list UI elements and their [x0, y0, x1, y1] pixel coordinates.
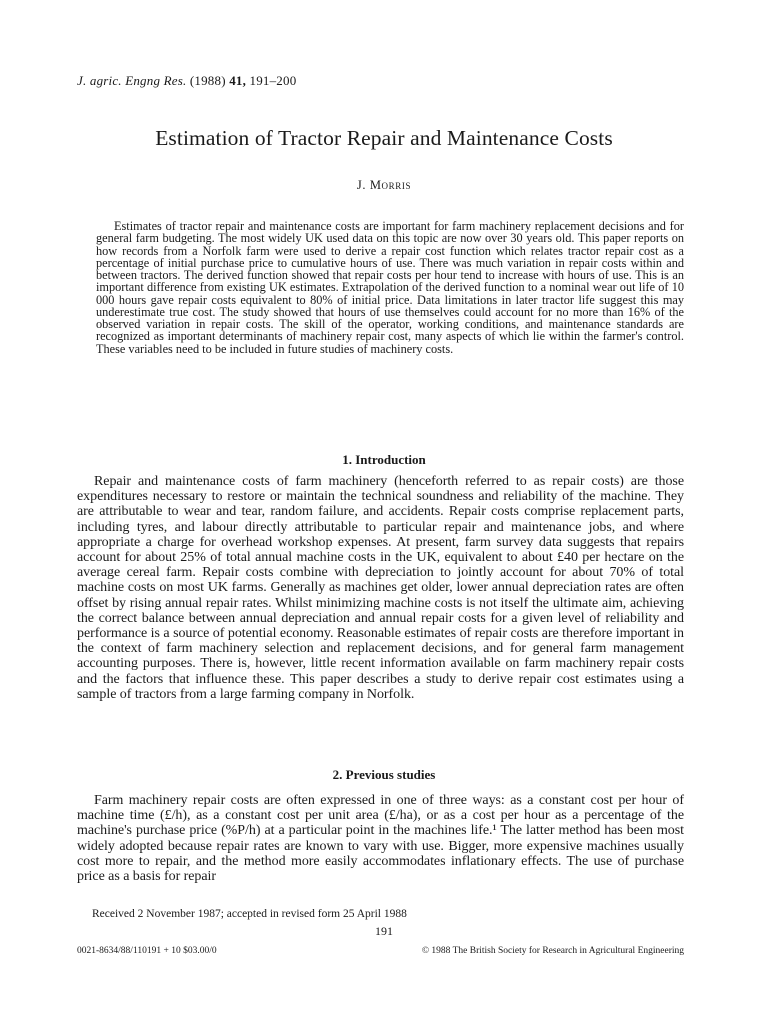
- previous-studies-paragraph: Farm machinery repair costs are often expressed in one of three ways: as a constant cost per hour of machine time (£/h), as a constant cost per unit area (£/ha), or as a cost per hour as a percentage of the machine's purchase price (%P/h) at a particular point in the machines life.¹ The latter method has been most widely adopted because repair rates are known to vary with use. Bigger, more expensive machines usually cost more to repair, and the method more easily accommodates inflationary effects. The use of purchase price as a basis for repair: [77, 793, 684, 885]
- author-name: J. Morris: [356, 178, 412, 192]
- section-heading-previous-studies: 2. Previous studies: [332, 767, 436, 782]
- journal-pages: 191–200: [249, 73, 297, 88]
- abstract: Estimates of tractor repair and maintenance costs are important for farm machinery replacement decisions and for general farm budgeting. The most widely UK used data on this topic are now over 30 years old. This paper reports on how records from a Norfolk farm were used to derive a repair cost function which relates tractor repair cost as a percentage of initial purchase price to cumulative hours of use. There was much variation in repair costs within and between tractors. The derived function showed that repair costs per hour tend to increase with hours of use. This is an important difference from existing UK estimates. Extrapolation of the derived function to a nominal wear out life of 10 000 hours gave repair costs equivalent to 80% of initial price. Data limitations in later tractor life suggest this may underestimate true cost. The study showed that hours of use themselves could account for no more than 16% of the observed variation in repair costs. The skill of the operator, working conditions, and maintenance standards are recognized as important determinants of machinery repair cost, many aspects of which lie within the farmer's control. These variables need to be included in future studies of machinery costs.: [96, 219, 684, 356]
- introduction-paragraph: Repair and maintenance costs of farm machinery (henceforth referred to as repair costs) are those expenditures necessary to restore or maintain the technical soundness and reliability of the machine. They are attributable to wear and tear, random failure, and accidents. Repair costs comprise replacement parts, including tyres, and labour directly attributable to particular repair and maintenance jobs, and where appropriate a charge for overhead workshop expenses. At present, farm survey data suggests that repairs account for about 25% of total annual machine costs in the UK, equivalent to about £40 per hectare on the average cereal farm. Repair costs combine with depreciation to jointly account for about 70% of total machine costs on most UK farms. Generally as machines get older, lower annual depreciation rates are often offset by rising annual repair rates. Whilst minimizing machine costs is not itself the ultimate aim, achieving the correct balance between annual depreciation and annual repair costs for a given level of reliability and performance is a source of potential economy. Reasonable estimates of repair costs are therefore important in the context of farm machinery selection and replacement decisions, and for general farm management accounting purposes. There is, however, little recent information available on farm machinery repair costs and the factors that influence these. This paper describes a study to derive repair cost estimates using a sample of tractors from a large farming company in Norfolk.: [77, 474, 684, 702]
- paper-title: Estimation of Tractor Repair and Maintenance Costs: [155, 126, 613, 150]
- page-number: 191: [375, 924, 393, 938]
- journal-citation: [77, 73, 296, 89]
- footer-copyright: © 1988 The British Society for Research in Agricultural Engineering: [421, 946, 684, 956]
- journal-year: (1988): [189, 73, 226, 88]
- received-note: Received 2 November 1987; accepted in revised form 25 April 1988: [92, 908, 407, 920]
- journal-name: J. agric. Engng Res.: [77, 73, 187, 88]
- section-heading-introduction: 1. Introduction: [342, 452, 426, 467]
- footer-code: 0021-8634/88/110191 + 10 $03.00/0: [77, 946, 217, 956]
- journal-volume: 41,: [229, 73, 247, 88]
